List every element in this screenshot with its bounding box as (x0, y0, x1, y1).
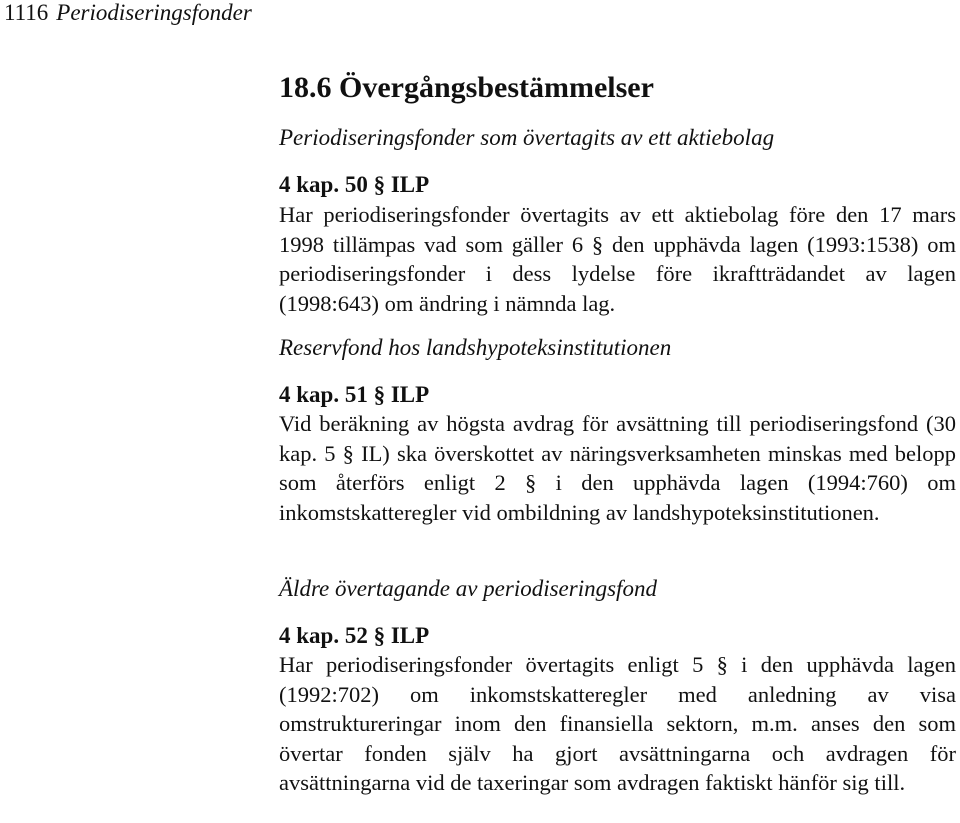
provision-text: Har periodiseringsfonder övertagits enligt 5 § i den upphävda lagen (1992:702) om inkomstskatteregler med anledning av visa omstruktureringar inom den finansiella sektorn, m.m. anses den som övertar fonden själv ha gjort avsättningarna och avdragen för avsättningarna vid de taxeringar som avdragen faktiskt hänför sig till. (279, 652, 956, 796)
provision-subheading: Periodiseringsfonder som övertagits av ett aktiebolag (279, 125, 775, 150)
provision-reference: 4 kap. 50 § ILP (279, 172, 430, 197)
section-title: 18.6 Övergångsbestämmelser (279, 71, 654, 104)
running-header (4, 0, 252, 27)
page-number: 1116 (4, 0, 49, 25)
provision-subheading: Reservfond hos landshypoteksinstitutionen (279, 335, 672, 360)
running-title: Periodiseringsfonder (56, 0, 252, 25)
provision-subheading: Äldre övertagande av periodiseringsfond (279, 576, 657, 601)
provision-reference: 4 kap. 52 § ILP (279, 623, 430, 648)
provision-text: Vid beräkning av högsta avdrag för avsättning till periodiseringsfond (30 kap. 5 § IL) ska överskottet av näringsverksamheten minskas med belopp som återförs enligt 2 § i den upphävda lagen (1994:760) om inkomstskatteregler vid ombildning av landshypoteksinstitutionen. (279, 411, 956, 525)
provision-text: Har periodiseringsfonder övertagits av ett aktiebolag före den 17 mars 1998 tillämpas vad som gäller 6 § den upphävda lagen (1993:1538) om periodiseringsfonder i dess lydelse före ikraftträdandet av lagen (1998:643) om ändring i nämnda lag. (279, 202, 956, 316)
provision-reference: 4 kap. 51 § ILP (279, 382, 430, 407)
